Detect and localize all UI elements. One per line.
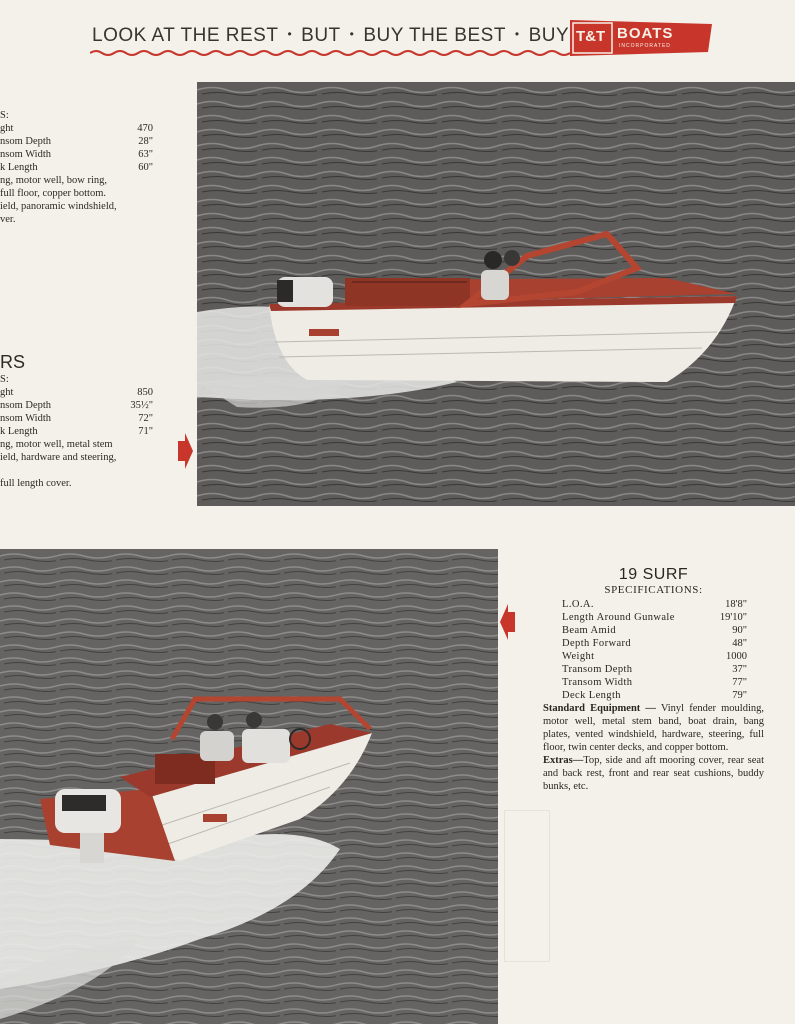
model-title-left: RS	[0, 352, 26, 372]
left-top-specs	[0, 109, 156, 226]
extras-label: Extras—	[543, 755, 584, 766]
equipment-line: ng, motor well, metal stem	[0, 439, 113, 450]
slogan-dot: •	[514, 27, 520, 41]
specifications-heading: SPECIFICATIONS:	[604, 584, 703, 596]
extras-text: Extras—Top, side and aft mooring cover, rear seat and back rest, front and rear seat cushions, buddy bunks, etc.	[543, 755, 764, 792]
extras-line: full length cover.	[0, 478, 72, 489]
slogan-part-2: BUT	[301, 25, 341, 46]
spec-row: Transom Width 77"	[562, 677, 747, 688]
boat-photo-top	[197, 82, 795, 506]
tt-boats-logo	[570, 20, 712, 56]
spec-row: ght 470	[0, 123, 153, 134]
spec-row: Depth Forward 48"	[562, 638, 747, 649]
equipment-line: ield, hardware and steering,	[0, 452, 117, 463]
slogan-part-3: BUY THE BEST	[363, 25, 506, 46]
spec-heading: S:	[0, 374, 9, 385]
arrow-left-icon	[500, 604, 516, 640]
spec-row: k Length 60"	[0, 162, 153, 173]
equipment-line: ng, motor well, bow ring,	[0, 175, 108, 186]
spec-row: Deck Length 79"	[562, 690, 747, 701]
arrow-right-icon	[177, 433, 193, 469]
spec-row: L.O.A. 18'8"	[562, 599, 747, 610]
slogan-part-1: LOOK AT THE REST	[92, 25, 279, 46]
spec-row: nsom Depth 28"	[0, 136, 153, 147]
equipment-line: ield, panoramic windshield,	[0, 201, 117, 212]
standard-equipment-label: Standard Equipment —	[543, 703, 656, 714]
spec-row: ght 850	[0, 387, 153, 398]
spec-row: k Length 71"	[0, 426, 153, 437]
logo-subtitle: INCORPORATED	[619, 43, 671, 49]
spec-row: Transom Depth 37"	[562, 664, 747, 675]
spec-row: nsom Depth 35½"	[0, 400, 153, 411]
faint-show-through	[504, 810, 550, 962]
slogan	[92, 25, 569, 47]
left-mid-specs	[0, 373, 156, 490]
spec-row: Weight 1000	[562, 651, 747, 662]
slogan-dot: •	[287, 27, 293, 41]
equipment-line: full floor, copper bottom.	[0, 188, 107, 199]
wavy-underline	[90, 49, 572, 57]
model-title: 19 SURF	[618, 566, 689, 583]
header	[90, 18, 715, 58]
equipment-line: ver.	[0, 214, 16, 225]
standard-equipment-text: Standard Equipment — Vinyl fender moulding, motor well, metal stem band, boat drain, bang plates, vented windshield, hardware, steering, full floor, twin center decks, and copper bottom.	[543, 703, 764, 753]
slogan-dot: •	[349, 27, 355, 41]
logo-word: BOATS	[617, 25, 674, 42]
spec-row: nsom Width 72"	[0, 413, 153, 424]
boat-photo-bottom	[0, 549, 498, 1024]
surf-specs	[543, 566, 764, 793]
logo-mark: T&T	[576, 28, 606, 45]
slogan-part-4: BUY	[528, 25, 570, 46]
spec-row: nsom Width 63"	[0, 149, 153, 160]
spec-heading: S:	[0, 110, 9, 121]
spec-row: Length Around Gunwale 19'10"	[562, 612, 747, 623]
spec-row: Beam Amid 90"	[562, 625, 747, 636]
